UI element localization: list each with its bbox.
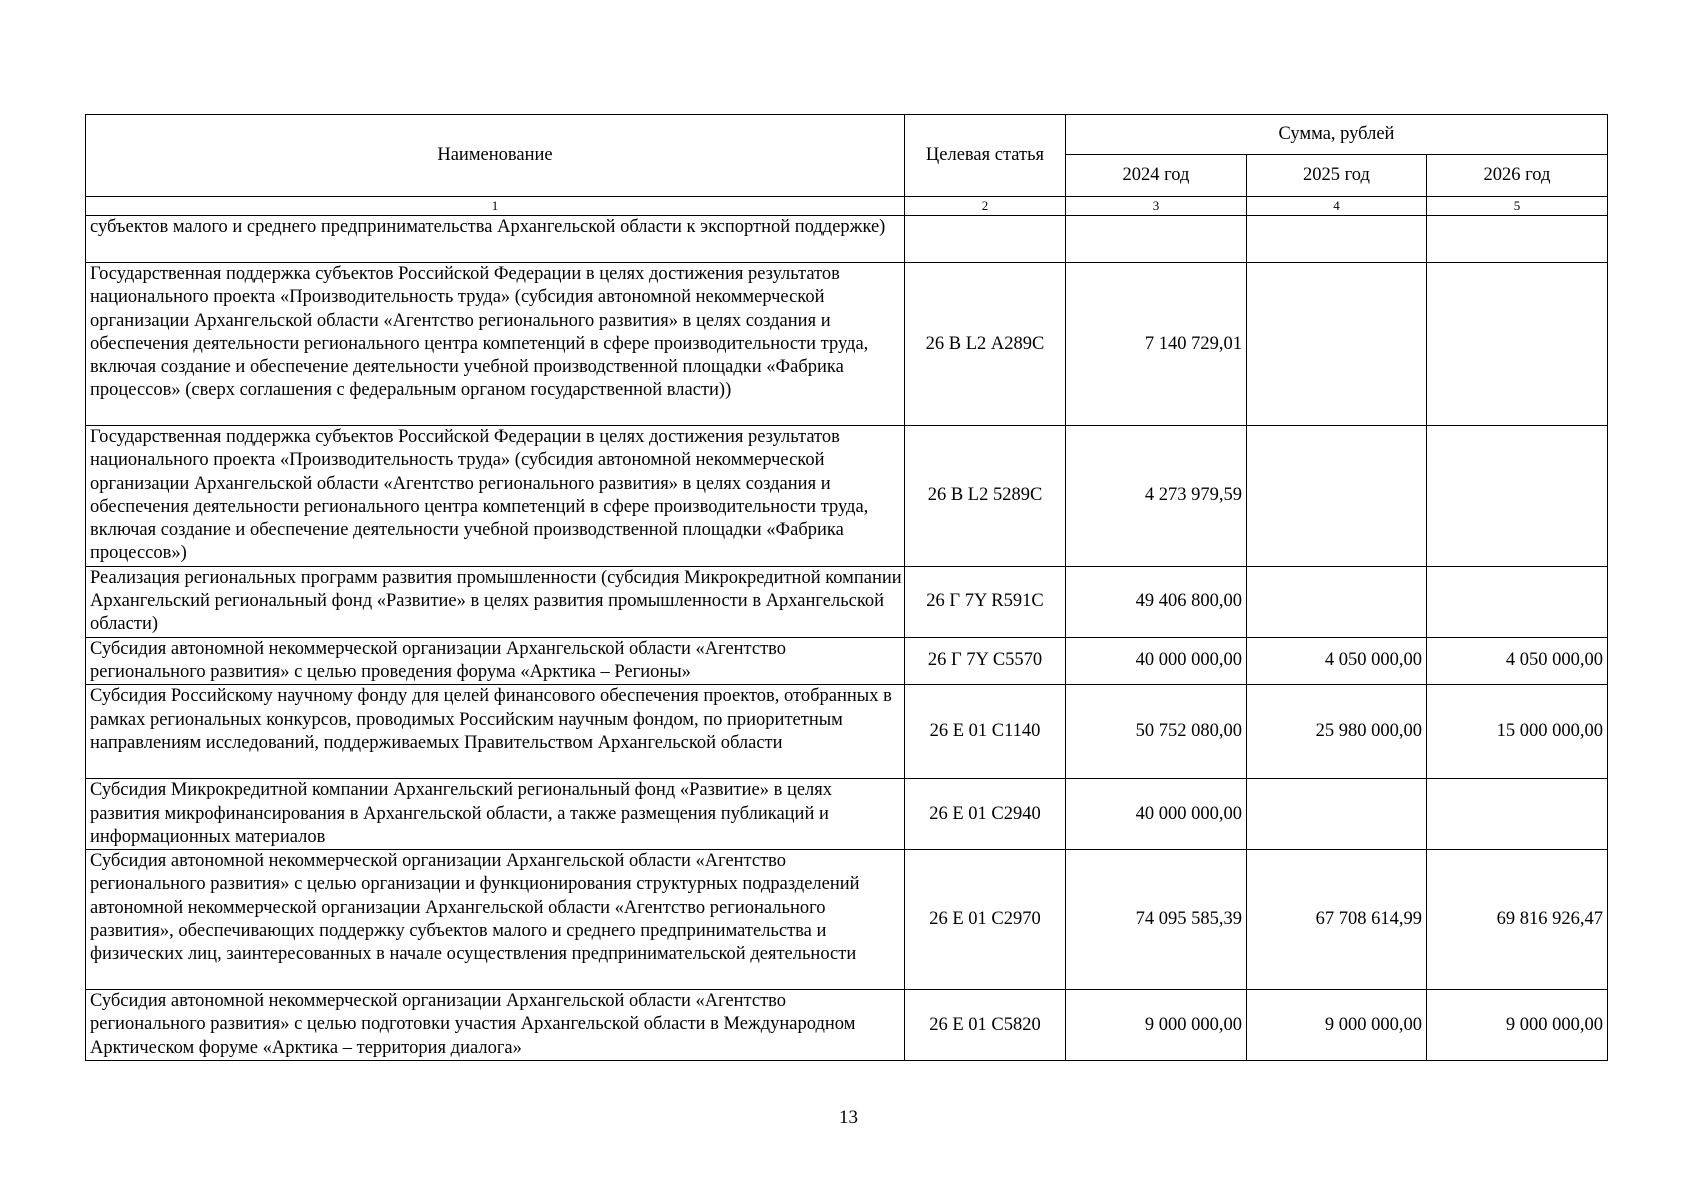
row-code: 26 В L2 5289С: [905, 426, 1066, 567]
row-amount-2024: 40 000 000,00: [1066, 779, 1247, 850]
row-amount-2024: 9 000 000,00: [1066, 990, 1247, 1061]
row-amount-2025: 9 000 000,00: [1247, 990, 1427, 1061]
header-sum: Сумма, рублей: [1066, 115, 1608, 155]
header-name: Наименование: [86, 115, 905, 197]
row-amount-2026: [1427, 779, 1608, 850]
row-name: субъектов малого и среднего предпринимательства Архангельской области к экспортной поддержке): [86, 216, 905, 263]
row-amount-2024: 50 752 080,00: [1066, 685, 1247, 779]
header-year-2026: 2026 год: [1427, 155, 1608, 197]
row-amount-2026: [1427, 263, 1608, 426]
row-amount-2024: 49 406 800,00: [1066, 566, 1247, 637]
budget-table: [85, 114, 1608, 1061]
header-year-2024: 2024 год: [1066, 155, 1247, 197]
table-row: [86, 779, 1608, 850]
row-amount-2024: 40 000 000,00: [1066, 637, 1247, 685]
column-number: 4: [1247, 197, 1427, 216]
row-amount-2026: 9 000 000,00: [1427, 990, 1608, 1061]
row-amount-2026: 69 816 926,47: [1427, 850, 1608, 990]
table-row: [86, 263, 1608, 426]
row-code: 26 Е 01 С2940: [905, 779, 1066, 850]
table-row: [86, 426, 1608, 567]
budget-table-container: [85, 114, 1607, 1061]
row-code: [905, 216, 1066, 263]
row-code: 26 Е 01 С2970: [905, 850, 1066, 990]
column-number: 1: [86, 197, 905, 216]
table-row: [86, 216, 1608, 263]
table-row: [86, 566, 1608, 637]
row-code: 26 Г 7Y С5570: [905, 637, 1066, 685]
row-amount-2025: [1247, 263, 1427, 426]
row-name: Субсидия автономной некоммерческой организации Архангельской области «Агентство регионального развития» с целью проведения форума «Арктика – Регионы»: [86, 637, 905, 685]
row-code: 26 Г 7Y R591С: [905, 566, 1066, 637]
row-name: Государственная поддержка субъектов Российской Федерации в целях достижения результатов национального проекта «Производительность труда» (субсидия автономной некоммерческой организации Архангельской области «Агентство регионального развития» в целях создания и обеспечения деятельности регионального центра компетенций в сфере производительности труда, включая создание и обеспечение деятельности учебной производственной площадки «Фабрика процессов»): [86, 426, 905, 567]
row-amount-2025: [1247, 779, 1427, 850]
row-amount-2024: [1066, 216, 1247, 263]
column-number: 2: [905, 197, 1066, 216]
column-number: 3: [1066, 197, 1247, 216]
row-amount-2026: [1427, 426, 1608, 567]
row-amount-2025: 4 050 000,00: [1247, 637, 1427, 685]
header-code: Целевая статья: [905, 115, 1066, 197]
row-amount-2026: [1427, 216, 1608, 263]
header-year-2025: 2025 год: [1247, 155, 1427, 197]
row-amount-2024: 74 095 585,39: [1066, 850, 1247, 990]
row-amount-2024: 4 273 979,59: [1066, 426, 1247, 567]
row-amount-2024: 7 140 729,01: [1066, 263, 1247, 426]
row-amount-2025: 67 708 614,99: [1247, 850, 1427, 990]
row-name: Реализация региональных программ развития промышленности (субсидия Микрокредитной компании Архангельский региональный фонд «Развитие» в целях развития промышленности в Архангельской области): [86, 566, 905, 637]
row-amount-2025: [1247, 426, 1427, 567]
table-row: [86, 637, 1608, 685]
page-number: 13: [839, 1107, 858, 1128]
column-numbers-row: [86, 197, 1608, 216]
row-amount-2026: [1427, 566, 1608, 637]
row-name: Субсидия Микрокредитной компании Архангельский региональный фонд «Развитие» в целях развития микрофинансирования в Архангельской области, а также размещения публикаций и информационных материалов: [86, 779, 905, 850]
row-name: Субсидия автономной некоммерческой организации Архангельской области «Агентство регионального развития» с целью организации и функционирования структурных подразделений автономной некоммерческой организации Архангельской области «Агентство регионального развития», обеспечивающих поддержку субъектов малого и среднего предпринимательства и физических лиц, заинтересованных в начале осуществления предпринимательской деятельности: [86, 850, 905, 990]
row-amount-2026: 15 000 000,00: [1427, 685, 1608, 779]
row-amount-2025: [1247, 566, 1427, 637]
row-amount-2026: 4 050 000,00: [1427, 637, 1608, 685]
row-code: 26 Е 01 С5820: [905, 990, 1066, 1061]
row-code: 26 В L2 А289С: [905, 263, 1066, 426]
table-row: [86, 685, 1608, 779]
row-code: 26 Е 01 С1140: [905, 685, 1066, 779]
row-amount-2025: [1247, 216, 1427, 263]
row-name: Субсидия автономной некоммерческой организации Архангельской области «Агентство регионального развития» с целью подготовки участия Архангельской области в Международном Арктическом форуме «Арктика – территория диалога»: [86, 990, 905, 1061]
row-amount-2025: 25 980 000,00: [1247, 685, 1427, 779]
column-number: 5: [1427, 197, 1608, 216]
table-row: [86, 850, 1608, 990]
table-row: [86, 990, 1608, 1061]
row-name: Государственная поддержка субъектов Российской Федерации в целях достижения результатов национального проекта «Производительность труда» (субсидия автономной некоммерческой организации Архангельской области «Агентство регионального развития» в целях создания и обеспечения деятельности регионального центра компетенций в сфере производительности труда, включая создание и обеспечение деятельности учебной производственной площадки «Фабрика процессов» (сверх соглашения с федеральным органом государственной власти)): [86, 263, 905, 426]
row-name: Субсидия Российскому научному фонду для целей финансового обеспечения проектов, отобранных в рамках региональных конкурсов, проводимых Российским научным фондом, по приоритетным направлениям исследований, поддерживаемых Правительством Архангельской области: [86, 685, 905, 779]
